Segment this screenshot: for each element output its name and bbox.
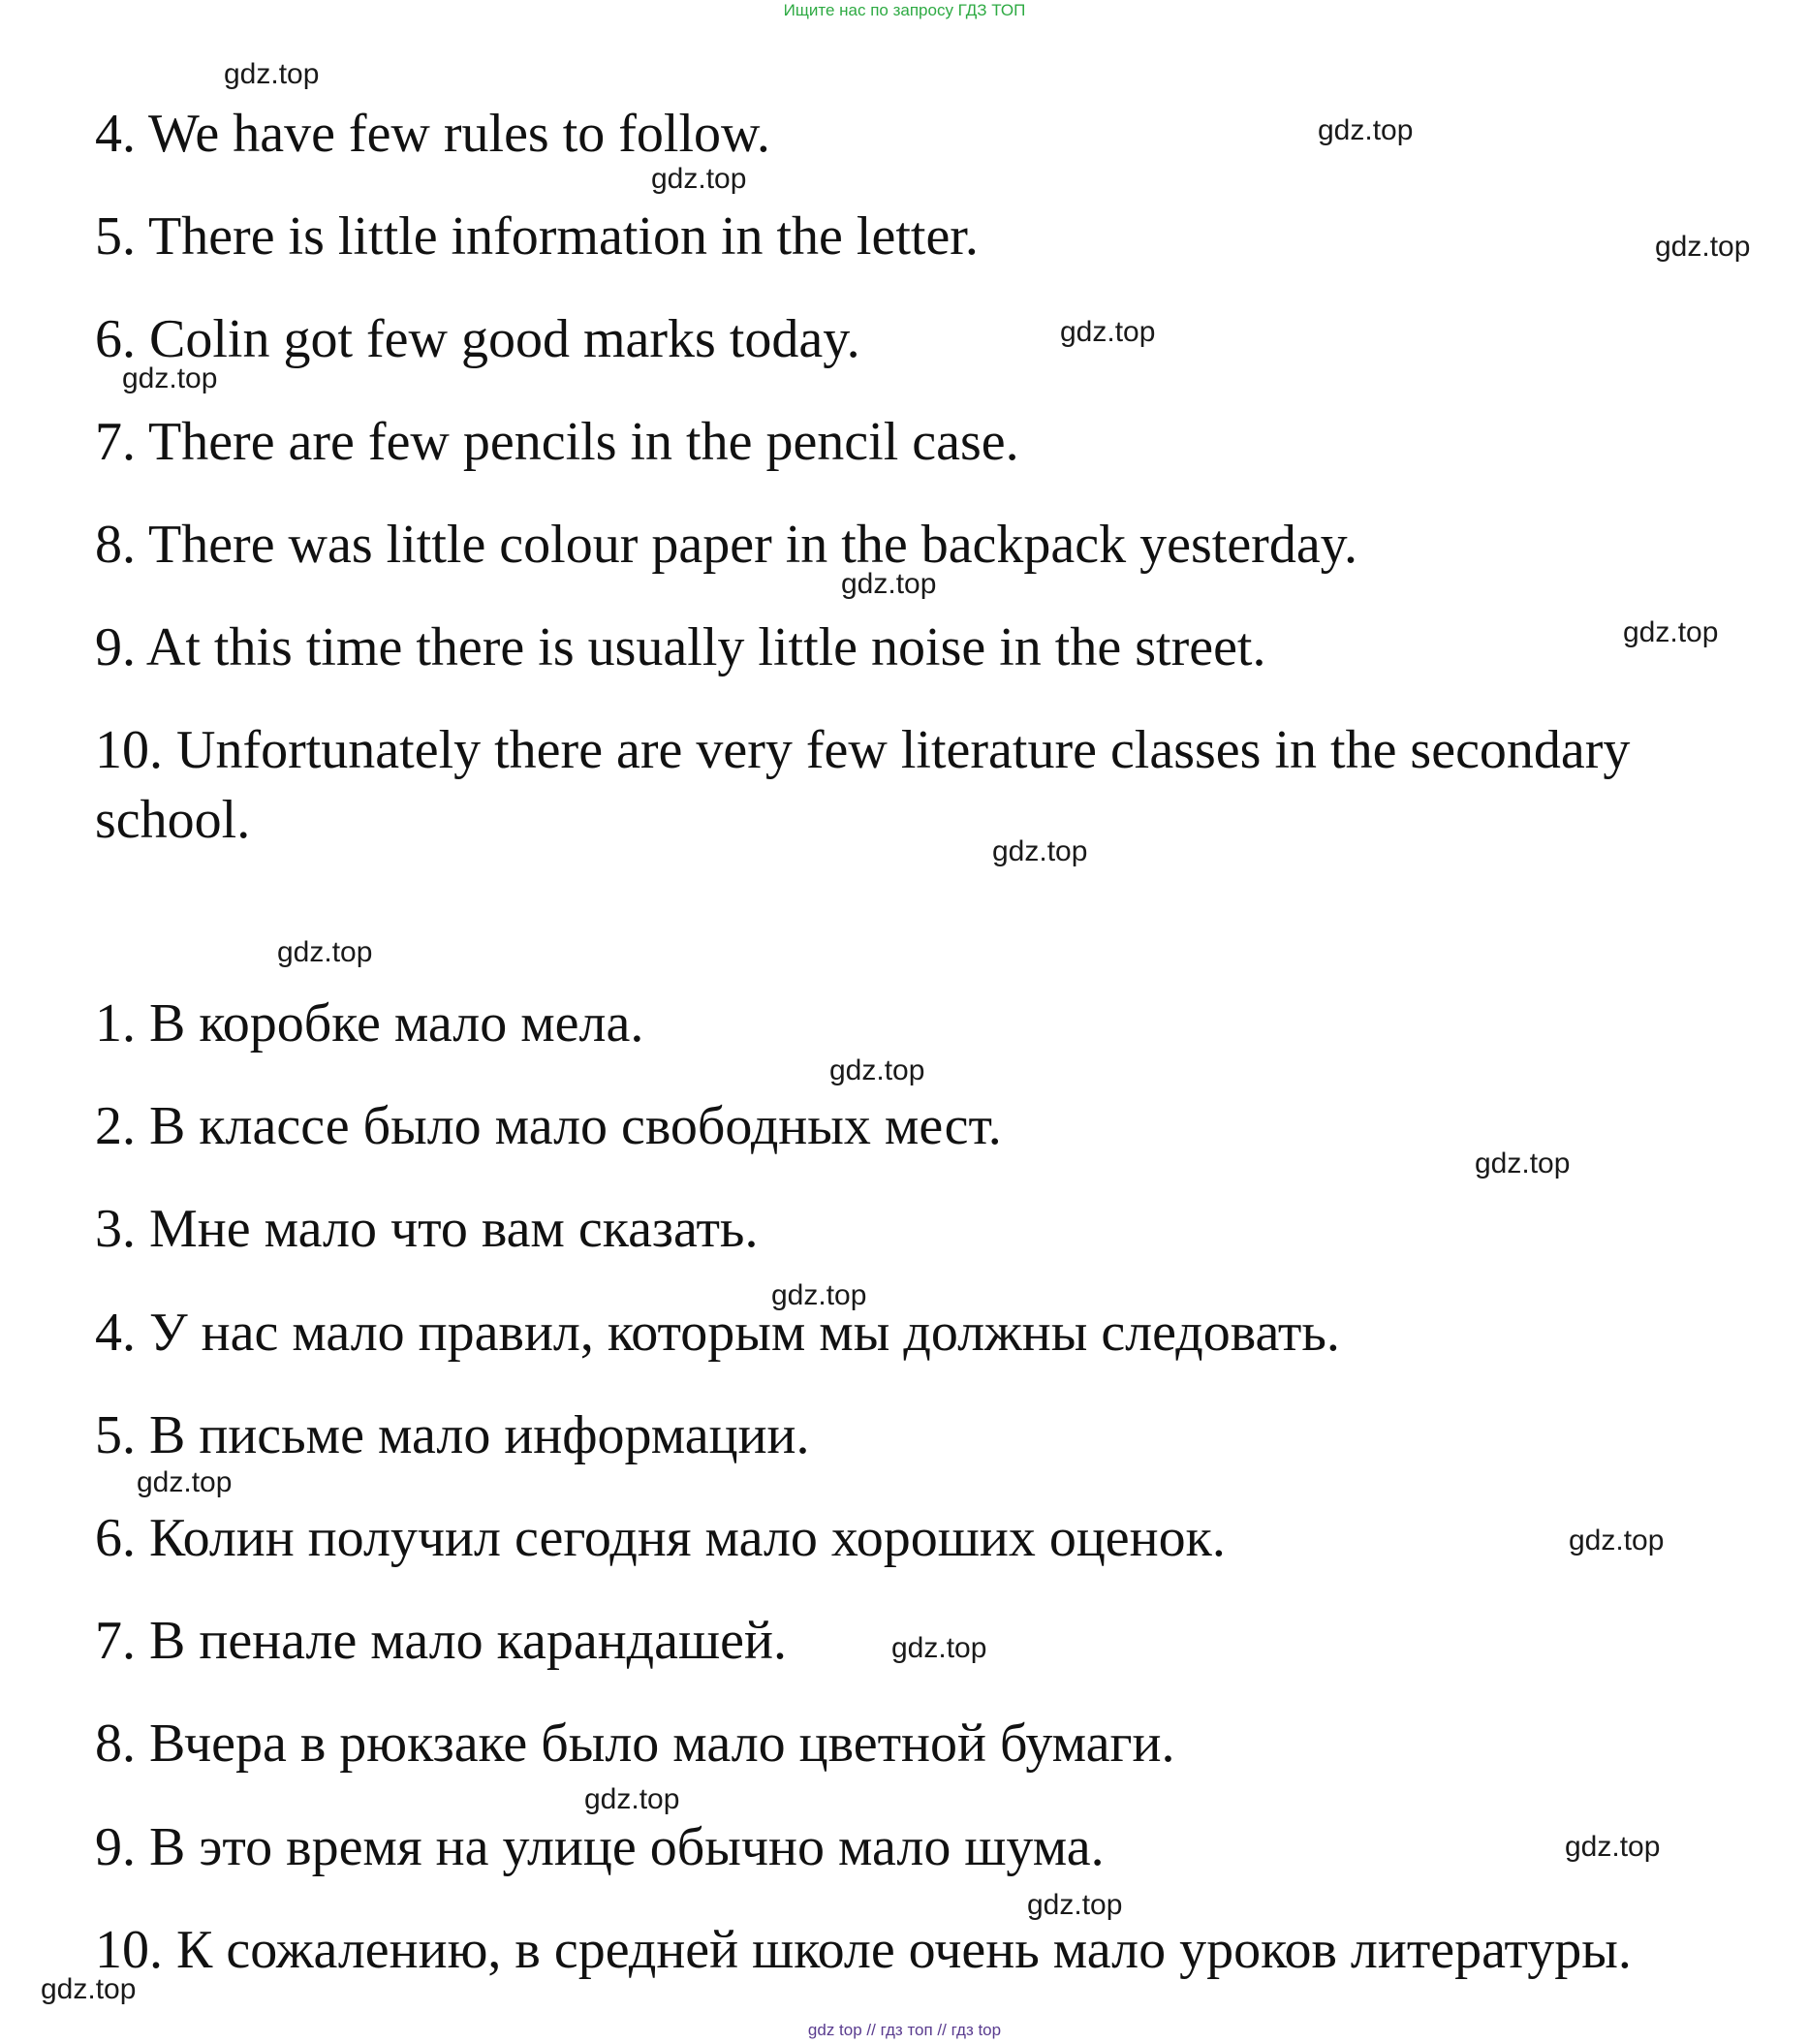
watermark: gdz.top (277, 936, 373, 968)
watermark: gdz.top (1318, 114, 1414, 146)
english-sentence-6: 6. Colin got few good marks today. (95, 309, 860, 369)
russian-sentence-10: 10. К сожалению, в средней школе очень мало уроков литературы. (95, 1920, 1632, 1980)
watermark: gdz.top (992, 835, 1088, 867)
russian-sentence-2: 2. В классе было мало свободных мест. (95, 1096, 1002, 1156)
english-sentence-9: 9. At this time there is usually little noise in the street. (95, 617, 1266, 677)
watermark: gdz.top (1623, 616, 1719, 648)
russian-sentence-9: 9. В это время на улице обычно мало шума. (95, 1817, 1105, 1877)
russian-sentence-3: 3. Мне мало что вам сказать. (95, 1199, 759, 1259)
header-search-note: Ищите нас по запросу ГДЗ ТОП (783, 1, 1026, 19)
watermark: gdz.top (137, 1466, 233, 1498)
english-sentence-4: 4. We have few rules to follow. (95, 104, 770, 164)
footer-note: gdz top // гдз топ // гдз top (807, 2021, 1002, 2039)
russian-sentence-6: 6. Колин получил сегодня мало хороших оценок. (95, 1508, 1226, 1568)
watermark: gdz.top (1569, 1525, 1665, 1557)
watermark: gdz.top (1027, 1889, 1123, 1921)
watermark: gdz.top (41, 1973, 137, 2005)
watermark: gdz.top (1565, 1831, 1661, 1863)
russian-sentence-8: 8. Вчера в рюкзаке было мало цветной бумаги. (95, 1714, 1175, 1774)
watermark: gdz.top (1655, 231, 1751, 263)
watermark: gdz.top (122, 362, 218, 394)
watermark: gdz.top (829, 1054, 925, 1086)
russian-sentence-4: 4. У нас мало правил, которым мы должны следовать. (95, 1303, 1340, 1363)
watermark: gdz.top (224, 58, 320, 90)
watermark: gdz.top (771, 1279, 867, 1311)
watermark: gdz.top (891, 1632, 987, 1664)
english-sentence-8: 8. There was little colour paper in the backpack yesterday. (95, 515, 1358, 575)
watermark: gdz.top (841, 568, 937, 600)
english-sentence-10: 10. Unfortunately there are very few literature classes in the secondary school. (95, 720, 1631, 850)
watermark: gdz.top (651, 163, 747, 195)
watermark: gdz.top (584, 1783, 680, 1815)
russian-sentence-7: 7. В пенале мало карандашей. (95, 1611, 787, 1671)
english-sentence-7: 7. There are few pencils in the pencil case. (95, 412, 1019, 472)
russian-sentence-1: 1. В коробке мало мела. (95, 993, 644, 1053)
watermark: gdz.top (1060, 316, 1156, 348)
english-sentence-5: 5. There is little information in the letter. (95, 206, 979, 267)
russian-sentence-5: 5. В письме мало информации. (95, 1405, 810, 1465)
watermark: gdz.top (1475, 1148, 1571, 1179)
